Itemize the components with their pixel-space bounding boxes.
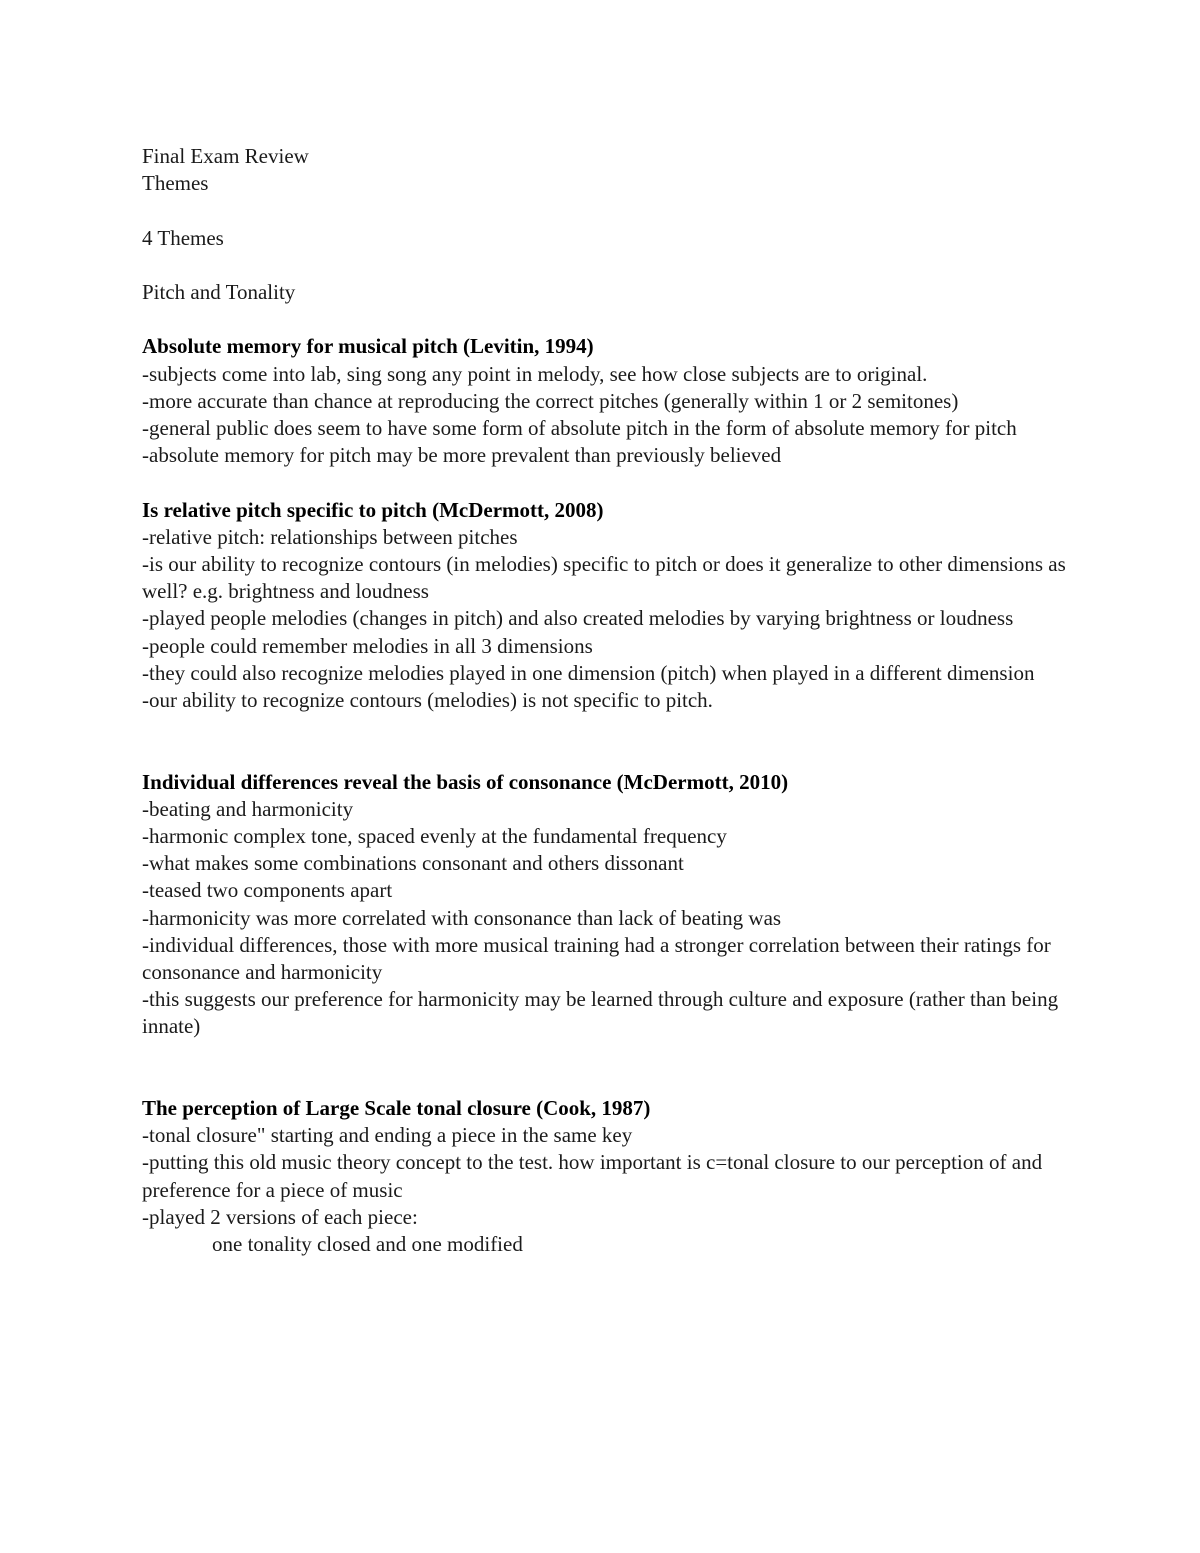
note-line: -relative pitch: relationships between pitches (142, 524, 518, 549)
note-line: -our ability to recognize contours (melodies) is not specific to pitch. (142, 688, 713, 712)
note-line: -played people melodies (changes in pitch) and also created melodies by varying brightness or loudness (142, 606, 1014, 631)
note-line: -teased two components apart (142, 878, 393, 903)
section-mcdermott-2008 (142, 497, 1082, 715)
note-line: -more accurate than chance at reproducing the correct pitches (generally within 1 or 2 semitones) (142, 388, 959, 413)
spacer (142, 252, 1082, 279)
note-line: -played 2 versions of each piece: (142, 1204, 418, 1229)
section-heading: Individual differences reveal the basis of consonance (McDermott, 2010) (142, 769, 789, 794)
spacer (142, 1041, 1082, 1068)
note-line: -people could remember melodies in all 3 dimensions (142, 633, 593, 658)
note-line: -they could also recognize melodies played in one dimension (pitch) when played in a different dimension (142, 660, 1035, 685)
note-line: -subjects come into lab, sing song any point in melody, see how close subjects are to original. (142, 361, 928, 386)
note-line: -tonal closure" starting and ending a piece in the same key (142, 1123, 633, 1148)
section-cook-1987 (142, 1095, 1082, 1258)
section-mcdermott-2010 (142, 769, 1082, 1041)
note-line: -is our ability to recognize contours (in melodies) specific to pitch or does it generalize to other dimensions as well? e.g. brightness and loudness (142, 551, 1071, 604)
section-heading: Is relative pitch specific to pitch (McDermott, 2008) (142, 497, 604, 522)
note-line: -general public does seem to have some form of absolute pitch in the form of absolute memory for pitch (142, 415, 1017, 440)
section-heading: Absolute memory for musical pitch (Levitin, 1994) (142, 334, 594, 359)
indented-note-line: one tonality closed and one modified (212, 1232, 523, 1256)
note-line: -harmonic complex tone, spaced evenly at the fundamental frequency (142, 823, 727, 848)
spacer (142, 1068, 1082, 1095)
note-line: -putting this old music theory concept to the test. how important is c=tonal closure to our perception of and preference for a piece of music (142, 1150, 1048, 1202)
section-levitin (142, 333, 1082, 469)
note-line: -individual differences, those with more musical training had a stronger correlation between their ratings for consonance and harmonicity (142, 932, 1056, 984)
note-line: -this suggests our preference for harmonicity may be learned through culture and exposure (rather than being innate) (142, 987, 1064, 1039)
section-heading: The perception of Large Scale tonal closure (Cook, 1987) (142, 1095, 651, 1120)
document-subtitle: Themes (142, 171, 209, 196)
themes-count: 4 Themes (142, 225, 224, 250)
note-line: -absolute memory for pitch may be more prevalent than previously believed (142, 443, 782, 468)
spacer (142, 197, 1082, 224)
spacer (142, 469, 1082, 496)
theme-title: Pitch and Tonality (142, 279, 296, 304)
note-line: -beating and harmonicity (142, 796, 354, 821)
spacer (142, 306, 1082, 333)
note-line: -what makes some combinations consonant and others dissonant (142, 851, 684, 876)
spacer (142, 714, 1082, 741)
note-line: -harmonicity was more correlated with consonance than lack of beating was (142, 905, 782, 930)
document-title: Final Exam Review (142, 144, 309, 168)
spacer (142, 741, 1082, 768)
document-page (142, 143, 1082, 1258)
